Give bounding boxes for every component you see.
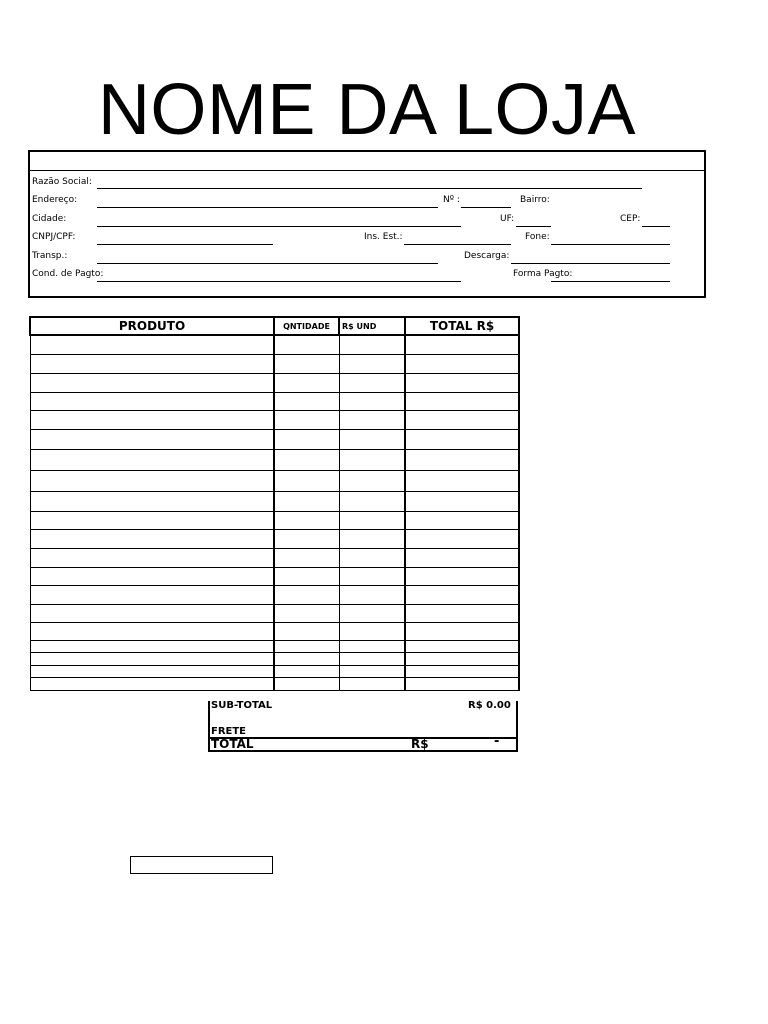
total-cell[interactable] [405,665,519,677]
table-row [30,449,519,470]
total-cell[interactable] [405,410,519,429]
total-cell[interactable] [405,548,519,567]
total-cell[interactable] [405,511,519,529]
numero-label: Nº : [443,195,460,205]
fone-line[interactable] [551,244,670,245]
table-row [30,548,519,567]
produto-cell[interactable] [30,392,274,410]
produto-cell[interactable] [30,373,274,392]
unit-price-cell[interactable] [339,677,405,690]
client-info-box [28,150,706,298]
unit-price-cell[interactable] [339,511,405,529]
totals-divider [210,737,516,739]
quantidade-cell[interactable] [274,677,339,690]
subtotal-value: R$ 0.00 [468,700,511,711]
ins-est-label: Ins. Est.: [364,232,403,242]
produto-cell[interactable] [30,529,274,548]
unit-price-cell[interactable] [339,335,405,354]
produto-cell[interactable] [30,470,274,491]
endereco-line[interactable] [97,207,438,208]
quantidade-cell[interactable] [274,652,339,665]
unit-price-cell[interactable] [339,640,405,652]
total-cell[interactable] [405,470,519,491]
forma-pagto-label: Forma Pagto: [513,269,573,279]
table-row [30,529,519,548]
table-row [30,470,519,491]
unit-price-cell[interactable] [339,449,405,470]
produto-cell[interactable] [30,491,274,511]
table-row [30,640,519,652]
produto-cell[interactable] [30,567,274,585]
quantidade-cell[interactable] [274,604,339,622]
table-row [30,491,519,511]
produto-cell[interactable] [30,640,274,652]
quantidade-cell[interactable] [274,491,339,511]
quantidade-cell[interactable] [274,585,339,604]
quantidade-cell[interactable] [274,511,339,529]
quantidade-cell[interactable] [274,665,339,677]
table-row [30,622,519,640]
endereco-label: Endereço: [32,195,78,205]
razao-social-label: Razão Social: [32,177,92,187]
uf-line[interactable] [516,226,551,227]
unit-price-cell[interactable] [339,410,405,429]
total-cell[interactable] [405,335,519,354]
quantidade-cell[interactable] [274,449,339,470]
subtotal-label: SUB-TOTAL [211,700,273,711]
produto-cell[interactable] [30,335,274,354]
unit-price-cell[interactable] [339,567,405,585]
bairro-label: Bairro: [520,195,550,205]
quantidade-cell[interactable] [274,373,339,392]
quantidade-cell[interactable] [274,354,339,373]
quantidade-cell[interactable] [274,548,339,567]
total-cell[interactable] [405,604,519,622]
total-currency: R$ [411,737,429,751]
produto-cell[interactable] [30,622,274,640]
table-row [30,665,519,677]
forma-pagto-line[interactable] [551,281,670,282]
total-cell[interactable] [405,585,519,604]
total-cell[interactable] [405,392,519,410]
descarga-line[interactable] [511,263,670,264]
products-table [29,316,520,691]
client-info-header-divider [30,170,704,171]
razao-social-line[interactable] [97,188,642,189]
table-header-row [30,317,519,335]
produto-cell[interactable] [30,429,274,449]
cond-pagto-label: Cond. de Pagto: [32,269,104,279]
produto-cell[interactable] [30,677,274,690]
table-row [30,373,519,392]
total-cell[interactable] [405,354,519,373]
unit-price-cell[interactable] [339,491,405,511]
cnpj-label: CNPJ/CPF: [32,232,76,242]
quantidade-cell[interactable] [274,335,339,354]
quantidade-header: QNTIDADE [274,317,339,335]
unit-price-cell[interactable] [339,604,405,622]
ins-est-line[interactable] [404,244,511,245]
produto-cell[interactable] [30,511,274,529]
cep-line[interactable] [642,226,670,227]
unit-price-cell[interactable] [339,392,405,410]
numero-line[interactable] [461,207,511,208]
unit-price-header: R$ UND [339,317,405,335]
descarga-label: Descarga: [464,251,510,261]
unit-price-cell[interactable] [339,548,405,567]
cep-label: CEP: [620,214,641,224]
unit-price-cell[interactable] [339,529,405,548]
produto-cell[interactable] [30,449,274,470]
quantidade-cell[interactable] [274,640,339,652]
cidade-label: Cidade: [32,214,67,224]
uf-label: UF: [500,214,515,224]
table-row [30,392,519,410]
produto-cell[interactable] [30,548,274,567]
total-cell[interactable] [405,640,519,652]
table-row [30,585,519,604]
produto-cell[interactable] [30,604,274,622]
cidade-line[interactable] [97,226,461,227]
table-row [30,354,519,373]
quantidade-cell[interactable] [274,567,339,585]
transp-label: Transp.: [32,251,68,261]
cond-pagto-line[interactable] [97,281,461,282]
produto-cell[interactable] [30,665,274,677]
table-body [30,335,519,690]
total-cell[interactable] [405,429,519,449]
total-cell[interactable] [405,491,519,511]
produto-cell[interactable] [30,354,274,373]
produto-cell[interactable] [30,410,274,429]
total-cell[interactable] [405,652,519,665]
quantidade-cell[interactable] [274,529,339,548]
quantidade-cell[interactable] [274,429,339,449]
table-row [30,567,519,585]
table-row [30,410,519,429]
unit-price-cell[interactable] [339,373,405,392]
table-row [30,429,519,449]
total-cell[interactable] [405,567,519,585]
empty-field-box[interactable] [130,856,273,874]
unit-price-cell[interactable] [339,652,405,665]
total-header: TOTAL R$ [405,317,519,335]
unit-price-cell[interactable] [339,470,405,491]
total-cell[interactable] [405,449,519,470]
total-value: - [494,734,500,749]
total-label: TOTAL [211,737,254,751]
total-cell[interactable] [405,373,519,392]
quantidade-cell[interactable] [274,392,339,410]
unit-price-cell[interactable] [339,665,405,677]
quantidade-cell[interactable] [274,622,339,640]
total-cell[interactable] [405,677,519,690]
store-name-title: NOME DA LOJA [97,70,637,150]
produto-cell[interactable] [30,652,274,665]
total-cell[interactable] [405,529,519,548]
table-row [30,511,519,529]
table-row [30,677,519,690]
produto-header: PRODUTO [30,317,274,335]
quantidade-cell[interactable] [274,410,339,429]
unit-price-cell[interactable] [339,622,405,640]
table-row [30,604,519,622]
table-row [30,652,519,665]
unit-price-cell[interactable] [339,354,405,373]
transp-line[interactable] [97,263,438,264]
frete-label: FRETE [211,726,247,737]
quantidade-cell[interactable] [274,470,339,491]
table-row [30,335,519,354]
unit-price-cell[interactable] [339,585,405,604]
cnpj-line[interactable] [97,244,273,245]
fone-label: Fone: [525,232,550,242]
unit-price-cell[interactable] [339,429,405,449]
produto-cell[interactable] [30,585,274,604]
total-cell[interactable] [405,622,519,640]
